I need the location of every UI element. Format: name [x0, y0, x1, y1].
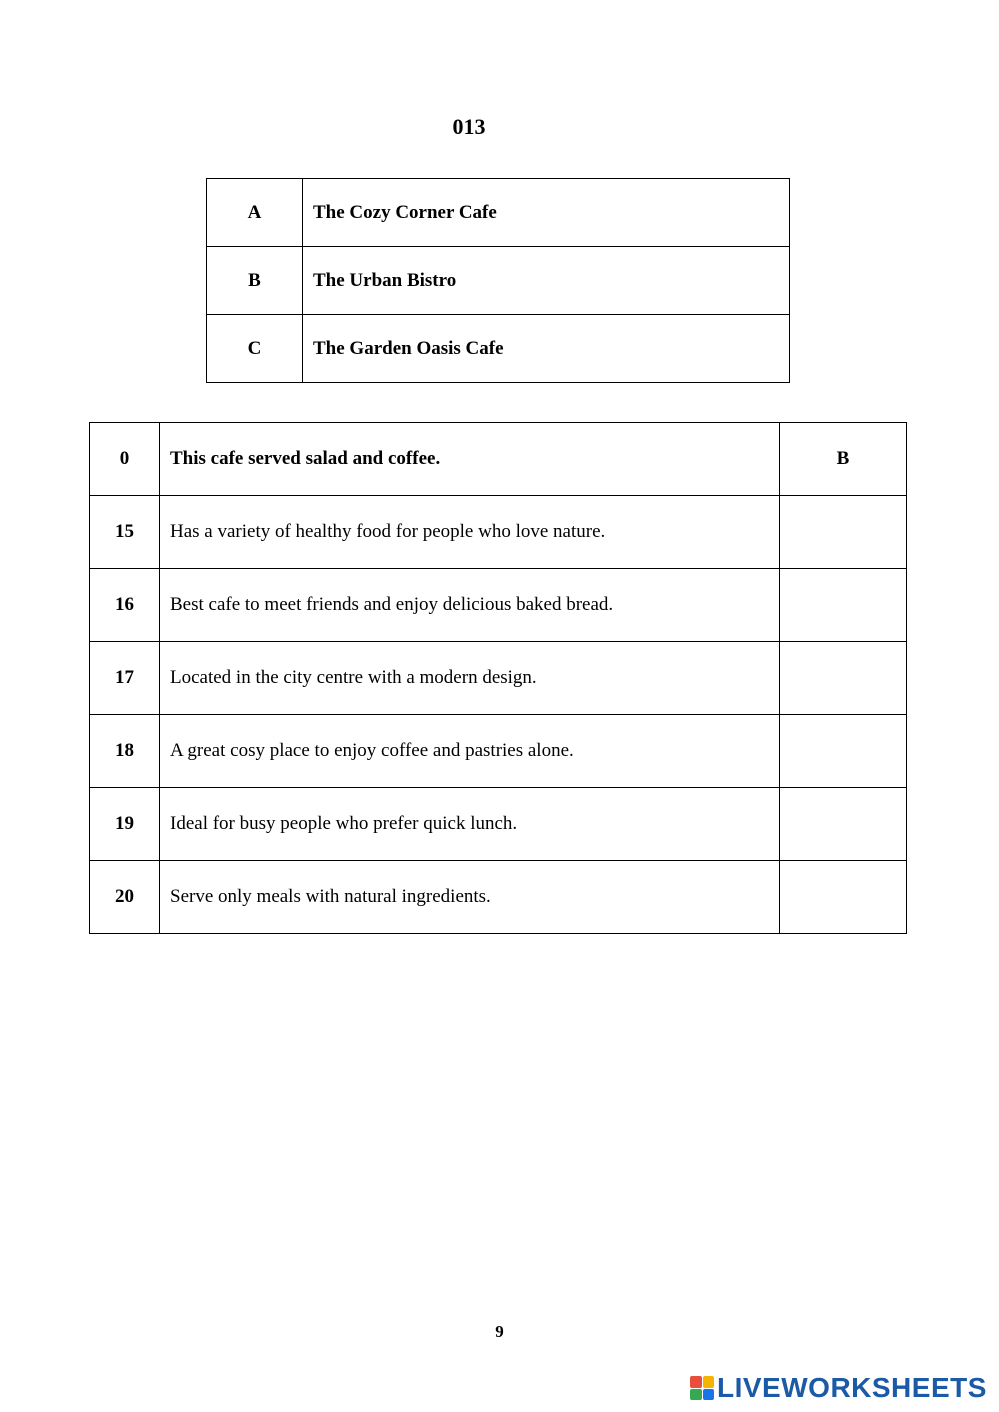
option-name: The Cozy Corner Cafe: [303, 179, 790, 247]
option-letter: C: [207, 315, 303, 383]
options-table: [206, 178, 790, 383]
question-number: 19: [90, 788, 160, 861]
question-text: A great cosy place to enjoy coffee and pastries alone.: [160, 715, 780, 788]
option-row: [207, 315, 790, 383]
option-name: The Urban Bistro: [303, 247, 790, 315]
question-row: [90, 788, 907, 861]
answer-cell[interactable]: [780, 569, 907, 642]
question-row: [90, 569, 907, 642]
question-number: 17: [90, 642, 160, 715]
liveworksheets-logo-icon: [690, 1376, 714, 1400]
question-number: 20: [90, 861, 160, 934]
question-number: 18: [90, 715, 160, 788]
logo-square-yellow: [703, 1376, 715, 1388]
question-row: [90, 715, 907, 788]
liveworksheets-logo: [690, 1372, 987, 1404]
question-text: Has a variety of healthy food for people who love nature.: [160, 496, 780, 569]
example-row: [90, 423, 907, 496]
question-text: This cafe served salad and coffee.: [160, 423, 780, 496]
logo-square-blue: [703, 1389, 715, 1401]
question-row: [90, 642, 907, 715]
questions-table: [89, 422, 907, 934]
question-number: 0: [90, 423, 160, 496]
question-number: 15: [90, 496, 160, 569]
brand-text: LIVEWORKSHEETS: [717, 1372, 987, 1403]
answer-cell[interactable]: [780, 496, 907, 569]
question-text: Best cafe to meet friends and enjoy delicious baked bread.: [160, 569, 780, 642]
option-letter: A: [207, 179, 303, 247]
option-name: The Garden Oasis Cafe: [303, 315, 790, 383]
option-row: [207, 247, 790, 315]
page-title: 013: [452, 114, 486, 139]
option-letter: B: [207, 247, 303, 315]
logo-square-red: [690, 1376, 702, 1388]
question-text: Located in the city centre with a modern design.: [160, 642, 780, 715]
question-text: Serve only meals with natural ingredients.: [160, 861, 780, 934]
answer-cell[interactable]: [780, 861, 907, 934]
page-number: 9: [495, 1322, 504, 1341]
answer-cell[interactable]: [780, 642, 907, 715]
answer-cell[interactable]: [780, 715, 907, 788]
answer-cell: B: [780, 423, 907, 496]
option-row: [207, 179, 790, 247]
question-text: Ideal for busy people who prefer quick lunch.: [160, 788, 780, 861]
question-number: 16: [90, 569, 160, 642]
answer-cell[interactable]: [780, 788, 907, 861]
logo-square-green: [690, 1389, 702, 1401]
question-row: [90, 496, 907, 569]
question-row: [90, 861, 907, 934]
